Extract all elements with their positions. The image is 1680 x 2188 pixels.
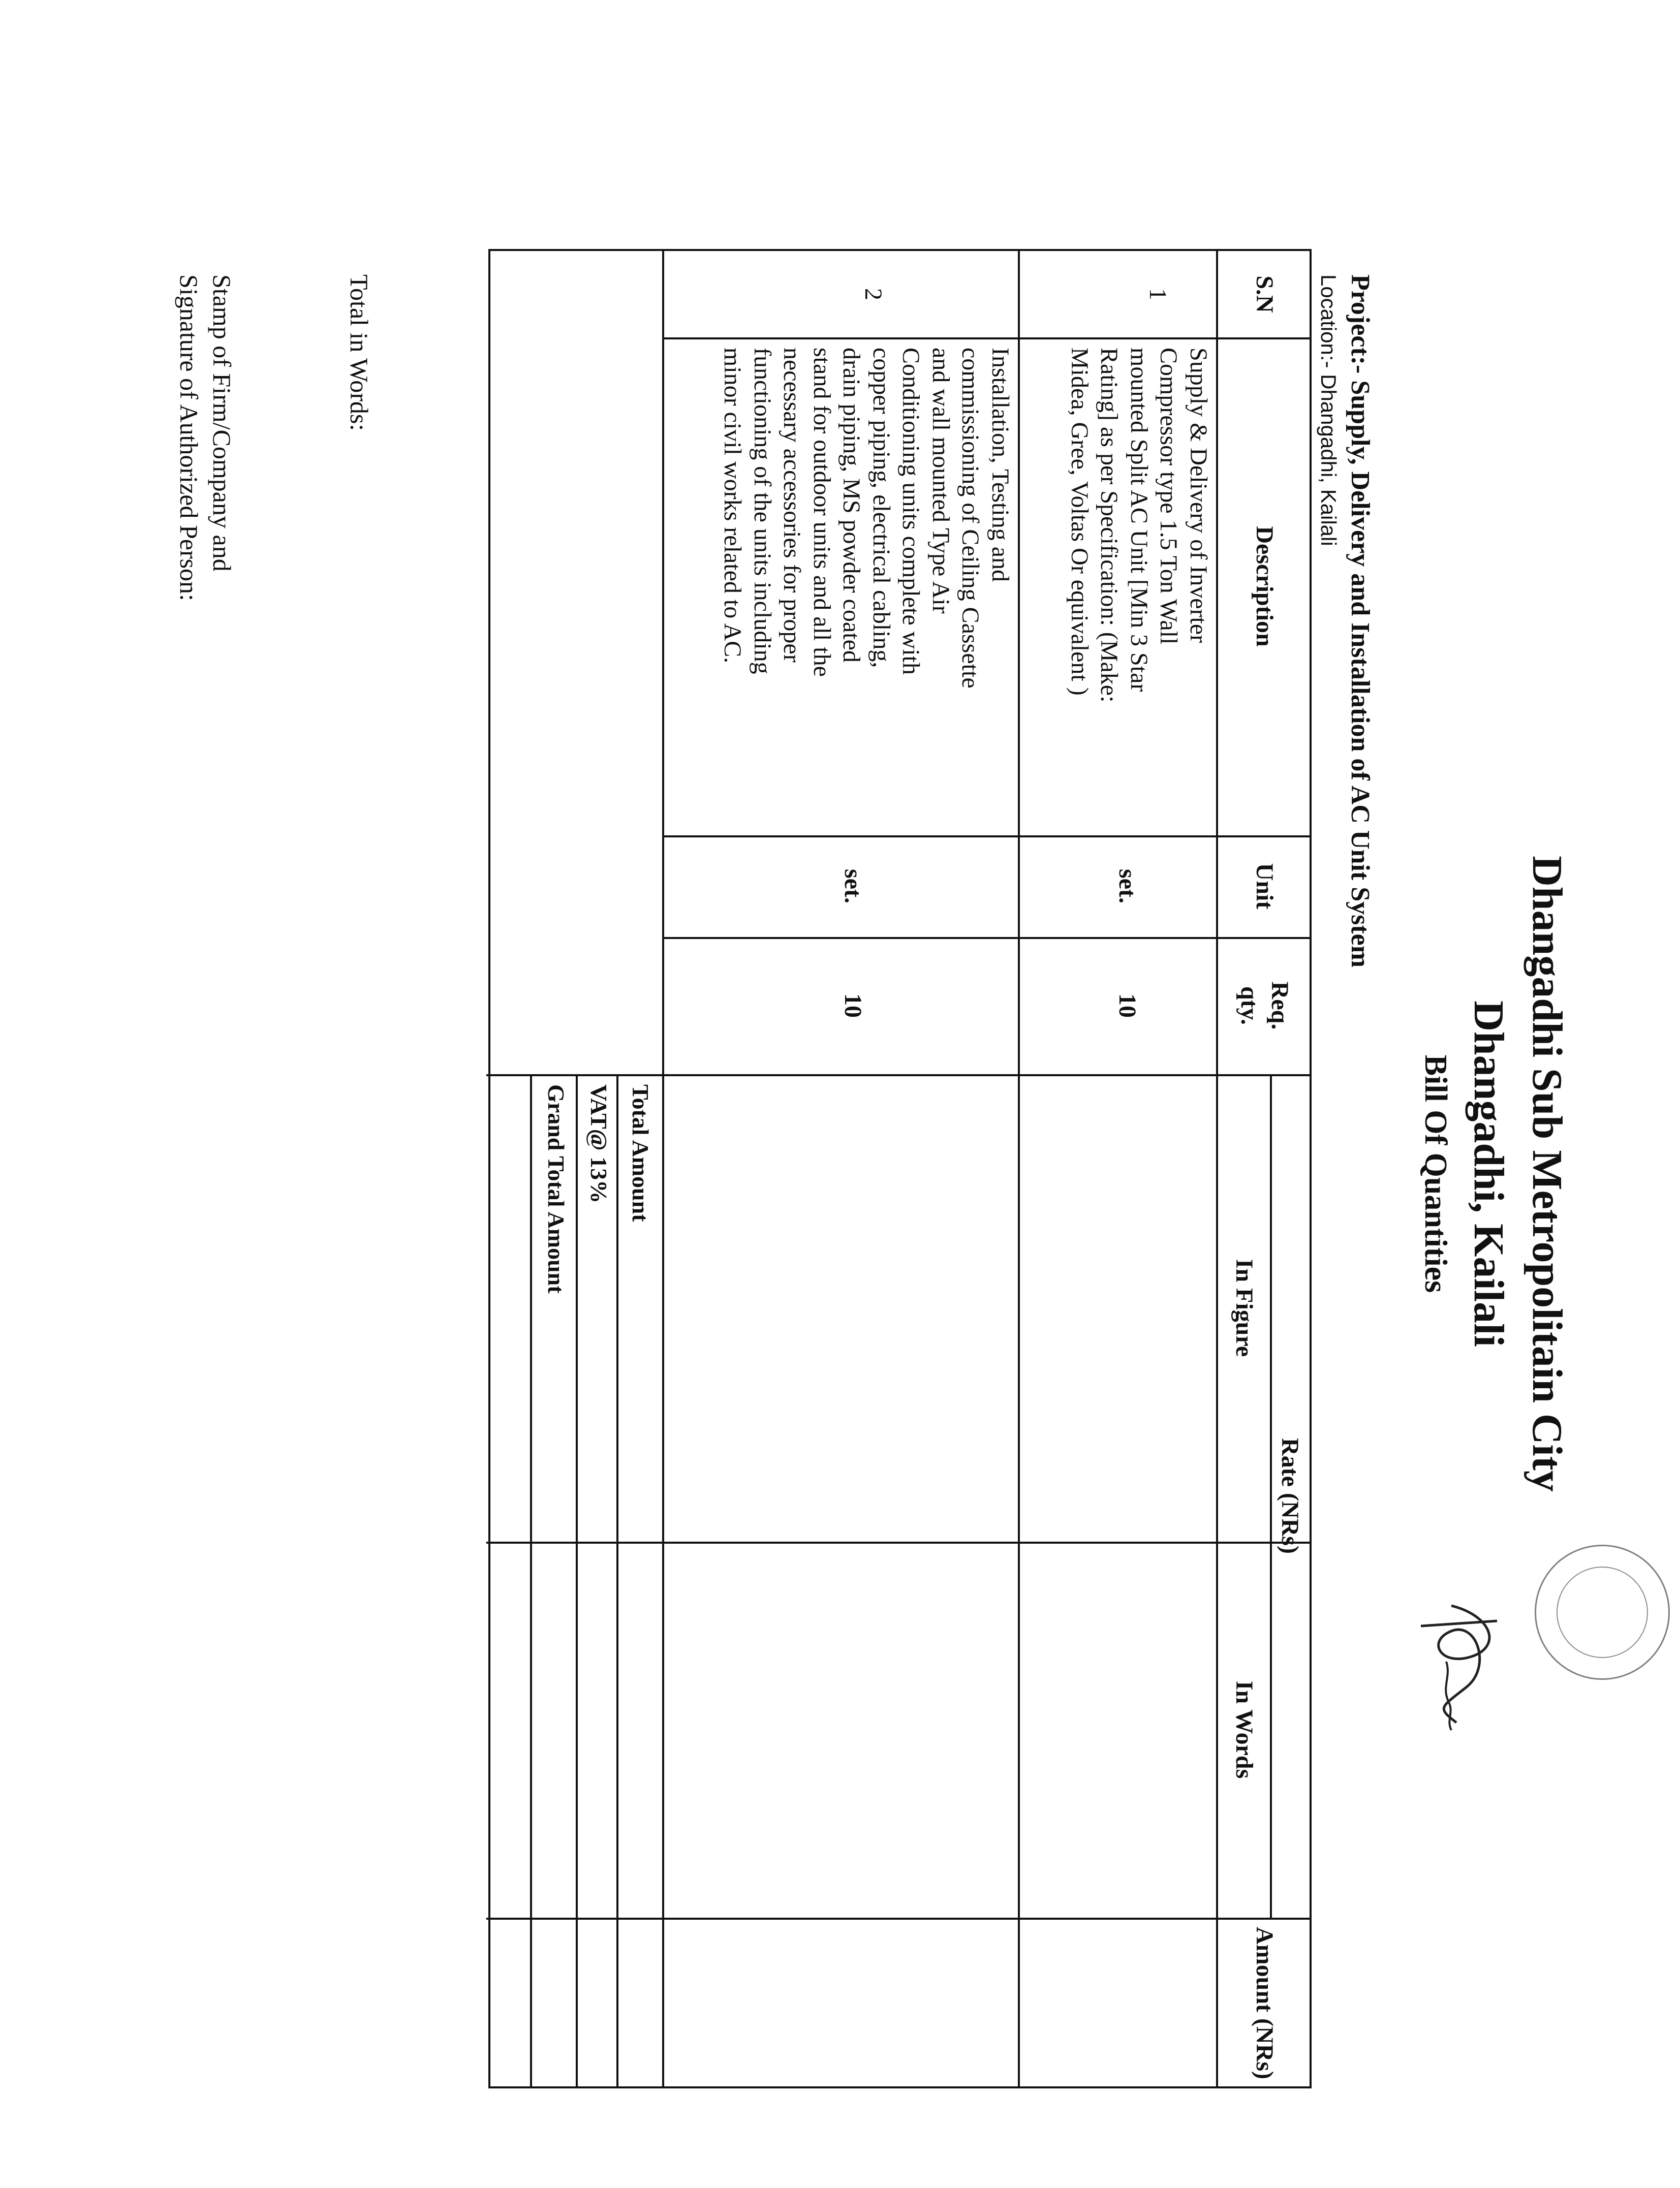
row-divider [1216, 251, 1218, 2088]
total-amount-label: Total Amount [628, 1084, 654, 1222]
row-divider [576, 1074, 578, 2088]
grand-total-label: Grand Total Amount [543, 1084, 569, 1294]
row-divider [530, 1074, 532, 2088]
description-line: Supply & Delivery of Inverter [1185, 348, 1212, 643]
column-divider [664, 337, 1310, 339]
header-sn: S.N [1251, 275, 1278, 313]
row-1-sn: 1 [1144, 288, 1171, 300]
row-divider [1018, 251, 1020, 2088]
column-divider [664, 937, 1310, 939]
description-line: mounted Split AC Unit [Min 3 Star [1125, 348, 1153, 692]
column-divider [486, 1918, 1310, 1920]
row-divider [1270, 1074, 1272, 1918]
description-line: Midea, Gree, Voltas Or equivalent ) [1066, 348, 1093, 696]
column-divider [486, 1542, 1310, 1544]
row-divider [616, 1074, 618, 2088]
header-qty-line2: qty. [1236, 986, 1263, 1025]
vat-label: VAT@ 13% [586, 1084, 612, 1204]
row-2-sn: 2 [860, 288, 887, 300]
description-line: Rating] as per Specification: (Make: [1096, 348, 1123, 703]
description-line: commissioning of Ceiling Cassette [957, 348, 984, 689]
description-line: stand for outdoor units and all the [808, 348, 835, 677]
org-location: Dhangadhi, Kailali [1465, 1001, 1512, 1347]
description-line: copper piping, electrical cabling, [867, 348, 895, 668]
row-2-qty: 10 [839, 993, 866, 1018]
description-line: drain piping, MS powder coated [838, 348, 865, 663]
header-amount: Amount (NRs) [1251, 1927, 1278, 2079]
project-location: Location:- Dhangadhi, Kailali [1317, 274, 1341, 546]
description-line: necessary accessories for proper [779, 348, 806, 663]
column-divider [664, 835, 1310, 837]
description-line: Compressor type 1.5 Ton Wall [1155, 348, 1183, 645]
total-in-words-label: Total in Words: [345, 274, 374, 431]
row-2-unit: set. [839, 869, 866, 903]
stamp-label-line1: Stamp of Firm/Company and [208, 274, 236, 572]
description-line: functioning of the units including [749, 348, 776, 674]
description-line: Installation, Testing and [987, 348, 1014, 582]
header-rate: Rate (NRs) [1277, 1438, 1303, 1554]
column-divider [486, 1074, 1310, 1076]
row-1-description [1064, 348, 1213, 830]
header-description: Description [1251, 526, 1278, 647]
header-qty-line1: Req. [1266, 981, 1293, 1030]
row-1-unit: set. [1114, 869, 1141, 903]
stamp-label-line2: Signature of Authorized Person: [175, 274, 203, 601]
project-title: Project:- Supply, Delivery and Installation of AC Unit System [1346, 274, 1375, 968]
document-title: Bill Of Quantities [1418, 1054, 1453, 1293]
row-divider [662, 251, 664, 2088]
stamp-emblem-icon [1557, 1567, 1648, 1658]
header-rate-figure: In Figure [1231, 1259, 1258, 1357]
signature-icon [1411, 1585, 1512, 1738]
official-stamp [1535, 1545, 1670, 1680]
org-name: Dhangadhi Sub Metropolitain City [1523, 856, 1571, 1492]
boq-table [488, 249, 1312, 2088]
description-line: minor civil works related to AC. [719, 348, 746, 664]
row-1-qty: 10 [1114, 993, 1141, 1018]
header-unit: Unit [1251, 863, 1278, 910]
description-line: Conditioning units complete with [897, 348, 925, 675]
row-2-description [718, 348, 1015, 830]
description-line: and wall mounted Type Air [927, 348, 954, 614]
header-rate-words: In Words [1231, 1680, 1258, 1779]
